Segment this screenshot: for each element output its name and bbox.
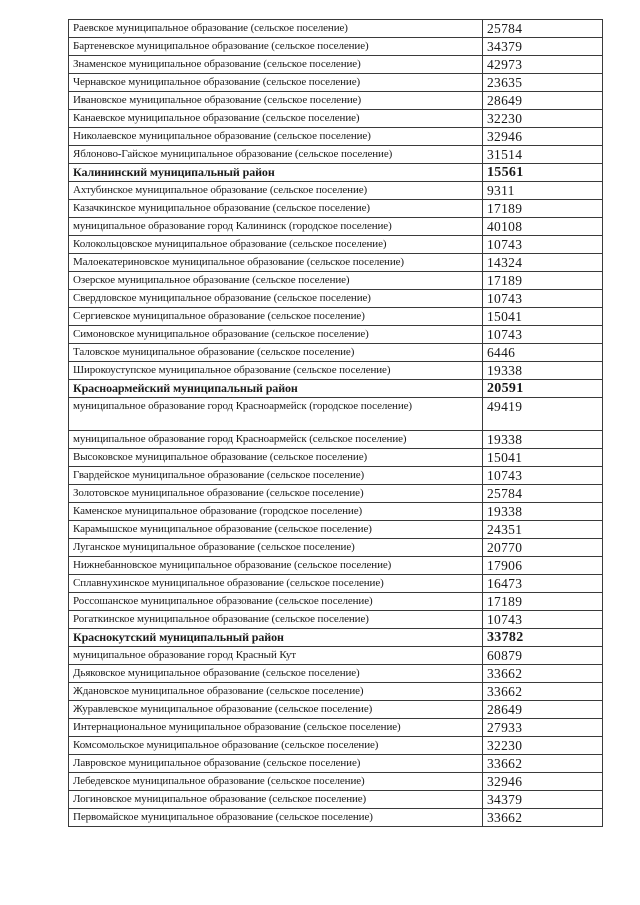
table-row bbox=[69, 467, 603, 485]
municipality-value: 33662 bbox=[483, 755, 603, 773]
municipality-name: Комсомольское муниципальное образование (сельское поселение) bbox=[69, 737, 483, 755]
municipality-value: 25784 bbox=[483, 20, 603, 38]
table-row bbox=[69, 521, 603, 539]
district-name: Калининский муниципальный район bbox=[69, 164, 483, 182]
municipality-name: Лебедевское муниципальное образование (сельское поселение) bbox=[69, 773, 483, 791]
municipality-name: Симоновское муниципальное образование (сельское поселение) bbox=[69, 326, 483, 344]
municipality-name: Чернавское муниципальное образование (сельское поселение) bbox=[69, 74, 483, 92]
municipality-name: Первомайское муниципальное образование (сельское поселение) bbox=[69, 809, 483, 827]
municipality-value: 10743 bbox=[483, 290, 603, 308]
municipality-name: Карамышское муниципальное образование (сельское поселение) bbox=[69, 521, 483, 539]
table-row bbox=[69, 665, 603, 683]
table-row bbox=[69, 272, 603, 290]
table-row bbox=[69, 683, 603, 701]
district-row bbox=[69, 380, 603, 398]
municipality-name: Логиновское муниципальное образование (сельское поселение) bbox=[69, 791, 483, 809]
district-name: Красноармейский муниципальный район bbox=[69, 380, 483, 398]
table-row bbox=[69, 326, 603, 344]
table-row bbox=[69, 74, 603, 92]
municipality-value: 28649 bbox=[483, 701, 603, 719]
municipality-value: 19338 bbox=[483, 362, 603, 380]
municipality-value: 9311 bbox=[483, 182, 603, 200]
municipality-value: 34379 bbox=[483, 38, 603, 56]
municipality-value: 31514 bbox=[483, 146, 603, 164]
municipality-value: 17189 bbox=[483, 272, 603, 290]
municipality-name: Широкоуступское муниципальное образование (сельское поселение) bbox=[69, 362, 483, 380]
municipality-name: Высоковское муниципальное образование (сельское поселение) bbox=[69, 449, 483, 467]
municipality-name: Гвардейское муниципальное образование (сельское поселение) bbox=[69, 467, 483, 485]
municipality-value: 10743 bbox=[483, 326, 603, 344]
municipality-name: Луганское муниципальное образование (сельское поселение) bbox=[69, 539, 483, 557]
municipality-name: Малоекатериновское муниципальное образование (сельское поселение) bbox=[69, 254, 483, 272]
table-row bbox=[69, 362, 603, 380]
municipality-value: 33662 bbox=[483, 665, 603, 683]
municipality-value: 27933 bbox=[483, 719, 603, 737]
municipality-value: 42973 bbox=[483, 56, 603, 74]
municipality-name: Каменское муниципальное образование (городское поселение) bbox=[69, 503, 483, 521]
table-row bbox=[69, 20, 603, 38]
table-row bbox=[69, 431, 603, 449]
table-row bbox=[69, 200, 603, 218]
district-row bbox=[69, 629, 603, 647]
municipality-value: 10743 bbox=[483, 611, 603, 629]
district-name: Краснокутский муниципальный район bbox=[69, 629, 483, 647]
table-row bbox=[69, 182, 603, 200]
table-row bbox=[69, 290, 603, 308]
table-row bbox=[69, 398, 603, 431]
municipality-value: 19338 bbox=[483, 431, 603, 449]
municipality-name: Свердловское муниципальное образование (сельское поселение) bbox=[69, 290, 483, 308]
municipality-name: Дьяковское муниципальное образование (сельское поселение) bbox=[69, 665, 483, 683]
municipality-value: 32946 bbox=[483, 773, 603, 791]
municipality-name: муниципальное образование город Красный Кут bbox=[69, 647, 483, 665]
table-row bbox=[69, 38, 603, 56]
municipality-name: муниципальное образование город Красноармейск (сельское поселение) bbox=[69, 431, 483, 449]
municipality-name: Раевское муниципальное образование (сельское поселение) bbox=[69, 20, 483, 38]
table-row bbox=[69, 128, 603, 146]
municipality-name: муниципальное образование город Калининск (городское поселение) bbox=[69, 218, 483, 236]
municipality-value: 19338 bbox=[483, 503, 603, 521]
district-row bbox=[69, 164, 603, 182]
municipality-value: 6446 bbox=[483, 344, 603, 362]
table-row bbox=[69, 647, 603, 665]
municipality-value: 17189 bbox=[483, 593, 603, 611]
municipality-name: Сплавнухинское муниципальное образование (сельское поселение) bbox=[69, 575, 483, 593]
district-value: 33782 bbox=[483, 629, 603, 647]
table-row bbox=[69, 773, 603, 791]
municipality-value: 17189 bbox=[483, 200, 603, 218]
municipality-value: 60879 bbox=[483, 647, 603, 665]
table-row bbox=[69, 539, 603, 557]
table-row bbox=[69, 92, 603, 110]
municipality-name: Ахтубинское муниципальное образование (сельское поселение) bbox=[69, 182, 483, 200]
municipality-value: 40108 bbox=[483, 218, 603, 236]
municipality-name: Знаменское муниципальное образование (сельское поселение) bbox=[69, 56, 483, 74]
municipality-value: 32946 bbox=[483, 128, 603, 146]
municipality-name: Золотовское муниципальное образование (сельское поселение) bbox=[69, 485, 483, 503]
table-row bbox=[69, 557, 603, 575]
municipality-value: 25784 bbox=[483, 485, 603, 503]
municipality-value: 15041 bbox=[483, 308, 603, 326]
table-row bbox=[69, 218, 603, 236]
table-row bbox=[69, 737, 603, 755]
table-row bbox=[69, 308, 603, 326]
municipality-value: 33662 bbox=[483, 683, 603, 701]
table-row bbox=[69, 146, 603, 164]
municipality-name: Ждановское муниципальное образование (сельское поселение) bbox=[69, 683, 483, 701]
municipality-value: 34379 bbox=[483, 791, 603, 809]
municipality-value: 16473 bbox=[483, 575, 603, 593]
table-row bbox=[69, 755, 603, 773]
municipality-value: 20770 bbox=[483, 539, 603, 557]
table-row bbox=[69, 485, 603, 503]
municipality-value: 32230 bbox=[483, 110, 603, 128]
municipality-value: 33662 bbox=[483, 809, 603, 827]
municipality-name: Николаевское муниципальное образование (сельское поселение) bbox=[69, 128, 483, 146]
municipality-name: Канаевское муниципальное образование (сельское поселение) bbox=[69, 110, 483, 128]
table-row bbox=[69, 236, 603, 254]
table-row bbox=[69, 254, 603, 272]
municipality-value: 49419 bbox=[483, 398, 603, 431]
municipality-name: Нижнебанновское муниципальное образование (сельское поселение) bbox=[69, 557, 483, 575]
municipality-name: Таловское муниципальное образование (сельское поселение) bbox=[69, 344, 483, 362]
district-value: 20591 bbox=[483, 380, 603, 398]
municipality-value: 10743 bbox=[483, 467, 603, 485]
municipality-value: 24351 bbox=[483, 521, 603, 539]
table-row bbox=[69, 701, 603, 719]
municipality-value: 32230 bbox=[483, 737, 603, 755]
table-row bbox=[69, 791, 603, 809]
district-value: 15561 bbox=[483, 164, 603, 182]
municipality-name: Сергиевское муниципальное образование (сельское поселение) bbox=[69, 308, 483, 326]
municipality-value: 17906 bbox=[483, 557, 603, 575]
municipality-name: Казачкинское муниципальное образование (сельское поселение) bbox=[69, 200, 483, 218]
municipality-name: Яблоново-Гайское муниципальное образование (сельское поселение) bbox=[69, 146, 483, 164]
municipality-name: муниципальное образование город Красноармейск (городское поселение) bbox=[69, 398, 483, 431]
municipality-table bbox=[68, 19, 603, 827]
municipality-name: Россошанское муниципальное образование (сельское поселение) bbox=[69, 593, 483, 611]
table-row bbox=[69, 593, 603, 611]
table-row bbox=[69, 110, 603, 128]
municipality-name: Рогаткинское муниципальное образование (сельское поселение) bbox=[69, 611, 483, 629]
municipality-value: 14324 bbox=[483, 254, 603, 272]
municipality-value: 23635 bbox=[483, 74, 603, 92]
municipality-name: Журавлевское муниципальное образование (сельское поселение) bbox=[69, 701, 483, 719]
municipality-value: 10743 bbox=[483, 236, 603, 254]
municipality-value: 15041 bbox=[483, 449, 603, 467]
table-row bbox=[69, 344, 603, 362]
table-row bbox=[69, 449, 603, 467]
municipality-name: Колокольцовское муниципальное образование (сельское поселение) bbox=[69, 236, 483, 254]
table-row bbox=[69, 575, 603, 593]
municipality-name: Ивановское муниципальное образование (сельское поселение) bbox=[69, 92, 483, 110]
table-row bbox=[69, 611, 603, 629]
table-body bbox=[69, 20, 603, 827]
municipality-name: Лавровское муниципальное образование (сельское поселение) bbox=[69, 755, 483, 773]
municipality-name: Интернациональное муниципальное образование (сельское поселение) bbox=[69, 719, 483, 737]
table-row bbox=[69, 809, 603, 827]
table-row bbox=[69, 503, 603, 521]
municipality-name: Озерское муниципальное образование (сельское поселение) bbox=[69, 272, 483, 290]
municipality-name: Бартеневское муниципальное образование (сельское поселение) bbox=[69, 38, 483, 56]
municipality-value: 28649 bbox=[483, 92, 603, 110]
table-row bbox=[69, 719, 603, 737]
table-row bbox=[69, 56, 603, 74]
